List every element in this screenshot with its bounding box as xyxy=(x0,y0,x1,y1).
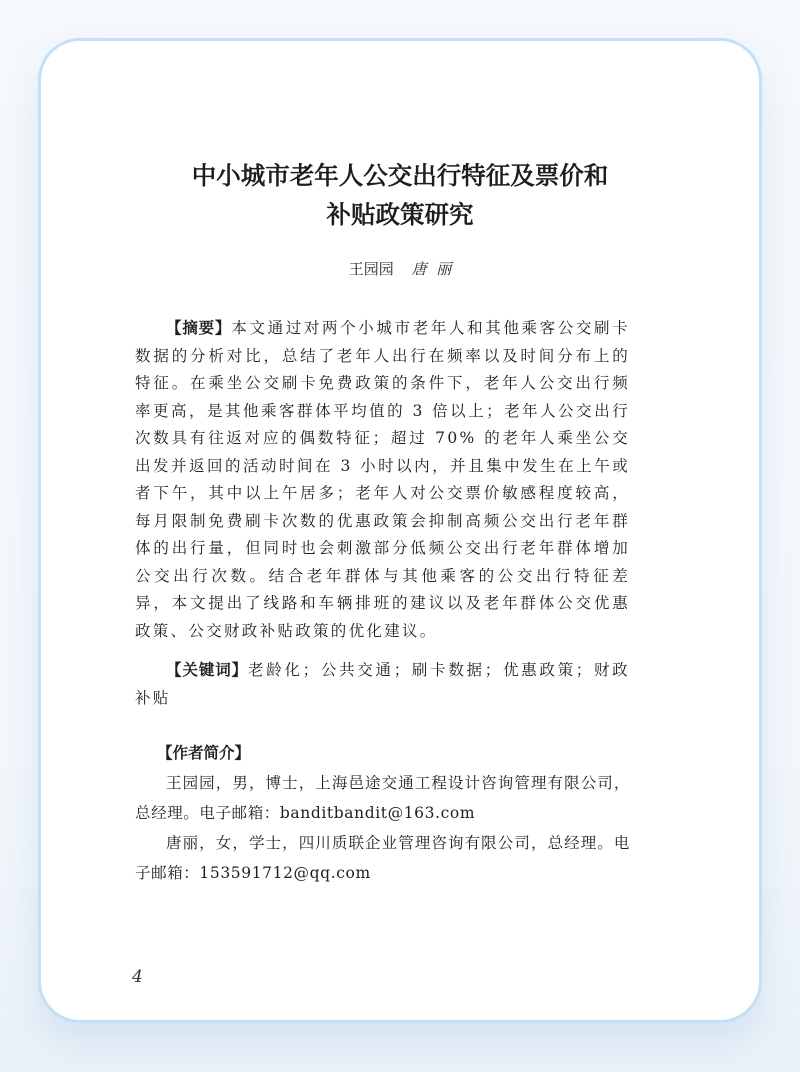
abstract-text: 本文通过对两个小城市老年人和其他乘客公交刷卡数据的分析对比，总结了老年人出行在频率以及时间分布上的特征。在乘坐公交刷卡免费政策的条件下，老年人公交出行频率更高，是其他乘客群体平均值的 3 倍以上；老年人公交出行次数具有往返对应的偶数特征；超过 70% 的老年人乘坐公交出发并返回的活动时间在 3 小时以内，并且集中发生在上午或者下午，其中以上午居多；老年人对公交票价敏感程度较高，每月限制免费刷卡次数的优惠政策会抑制高频公交出行老年群体的出行量，但同时也会刺激部分低频公交出行老年群体增加公交出行次数。结合老年群体与其他乘客的公交出行特征差异，本文提出了线路和车辆排班的建议以及老年群体公交优惠政策、公交财政补贴政策的优化建议。 xyxy=(135,319,630,640)
author-1: 王园园 xyxy=(348,260,394,278)
abstract-label: 【摘要】 xyxy=(166,319,232,337)
keywords-text: 老龄化；公共交通；刷卡数据；优惠政策；财政补贴 xyxy=(135,661,630,707)
page-number: 4 xyxy=(132,967,143,987)
keywords-paragraph xyxy=(135,657,630,712)
paper-title-line-2: 补贴政策研究 xyxy=(326,200,474,229)
paper-title-line-1: 中小城市老年人公交出行特征及票价和 xyxy=(191,161,609,190)
keywords-label: 【关键词】 xyxy=(166,661,249,679)
author-2: 唐 丽 xyxy=(411,260,452,278)
author-bio-1: 王园园，男，博士，上海邑途交通工程设计咨询管理有限公司，总经理。电子邮箱：banditbandit@163.com xyxy=(135,774,630,822)
author-intro-heading: 【作者简介】 xyxy=(157,744,251,762)
author-bio-2: 唐丽，女，学士，四川质联企业管理咨询有限公司，总经理。电子邮箱：153591712@qq.com xyxy=(135,834,630,882)
authors-line xyxy=(0,258,800,280)
abstract-paragraph xyxy=(135,315,630,645)
